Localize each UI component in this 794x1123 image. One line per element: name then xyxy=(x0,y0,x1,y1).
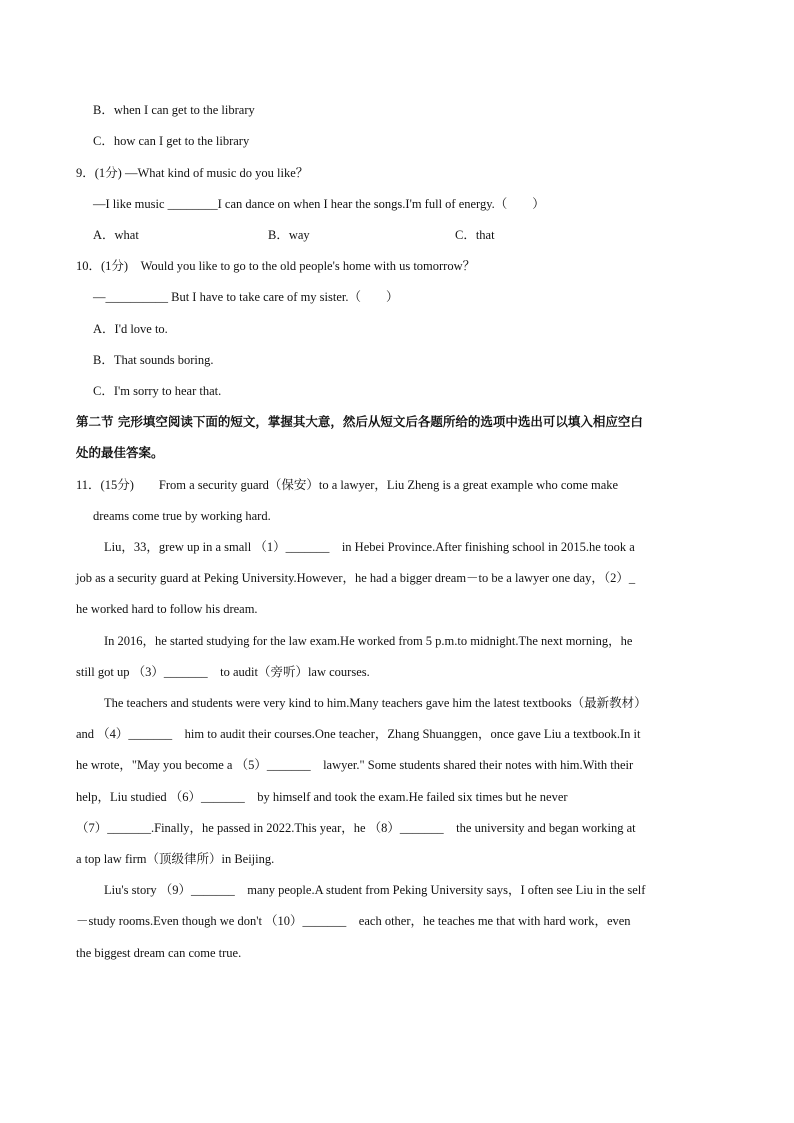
q11-line: job as a security guard at Peking University.However，he had a bigger dream－to be a lawyer one day，（2）_ xyxy=(76,571,636,585)
q11-line: dreams come true by working hard. xyxy=(93,509,271,523)
q11-line: and （4）_______ him to audit their courses.One teacher，Zhang Shuanggen，once gave Liu a textbook.In it xyxy=(76,727,641,741)
q11-line: －study rooms.Even though we don't （10）_______ each other，he teaches me that with hard work，even xyxy=(76,914,631,928)
q10-option-c: C．I'm sorry to hear that. xyxy=(93,384,222,398)
q11-line: he wrote，"May you become a （5）_______ lawyer." Some students shared their notes with him.With their xyxy=(76,758,634,772)
q10-option-a: A．I'd love to. xyxy=(93,322,168,336)
q10-answer-line: —__________ But I have to take care of my sister.（ ） xyxy=(93,290,399,304)
q9-option-b: B．way xyxy=(268,228,310,242)
q11-line: 11．(15分) From a security guard（保安）to a lawyer，Liu Zheng is a great example who come make xyxy=(76,478,619,492)
q9-answer-line: —I like music ________I can dance on when I hear the songs.I'm full of energy.（ ） xyxy=(93,197,545,211)
q11-line: a top law firm（顶级律所）in Beijing. xyxy=(76,852,275,866)
q11-line: help，Liu studied （6）_______ by himself and took the exam.He failed six times but he never xyxy=(76,790,568,804)
section-heading-line1: 第二节 完形填空阅读下面的短文，掌握其大意，然后从短文后各题所给的选项中选出可以填入相应空白 xyxy=(76,414,643,429)
q10-option-b: B．That sounds boring. xyxy=(93,353,214,367)
q9-option-c: C．that xyxy=(455,228,495,242)
q8-option-c: C．how can I get to the library xyxy=(93,134,250,148)
q8-option-b: B．when I can get to the library xyxy=(93,103,255,117)
q11-line: still got up （3）_______ to audit（旁听）law courses. xyxy=(76,665,370,679)
q11-line: （7）_______.Finally，he passed in 2022.This year，he （8）_______ the university and began working at xyxy=(76,821,636,835)
q9-option-a: A．what xyxy=(93,228,139,242)
q11-line: Liu，33，grew up in a small （1）_______ in Hebei Province.After finishing school in 2015.he took a xyxy=(104,540,635,554)
q11-line: The teachers and students were very kind to him.Many teachers gave him the latest textbooks（最新教材） xyxy=(104,696,647,710)
q11-line: Liu's story （9）_______ many people.A student from Peking University says，I often see Liu in the self xyxy=(104,883,646,897)
q10-stem: 10．(1分) Would you like to go to the old people's home with us tomorrow？ xyxy=(76,259,476,273)
section-heading-line2: 处的最佳答案。 xyxy=(76,445,164,460)
q11-line: the biggest dream can come true. xyxy=(76,946,242,960)
q9-stem: 9．(1分) —What kind of music do you like？ xyxy=(76,166,309,180)
q11-line: he worked hard to follow his dream. xyxy=(76,602,258,616)
q11-line: In 2016，he started studying for the law exam.He worked from 5 p.m.to midnight.The next morning，he xyxy=(104,634,633,648)
